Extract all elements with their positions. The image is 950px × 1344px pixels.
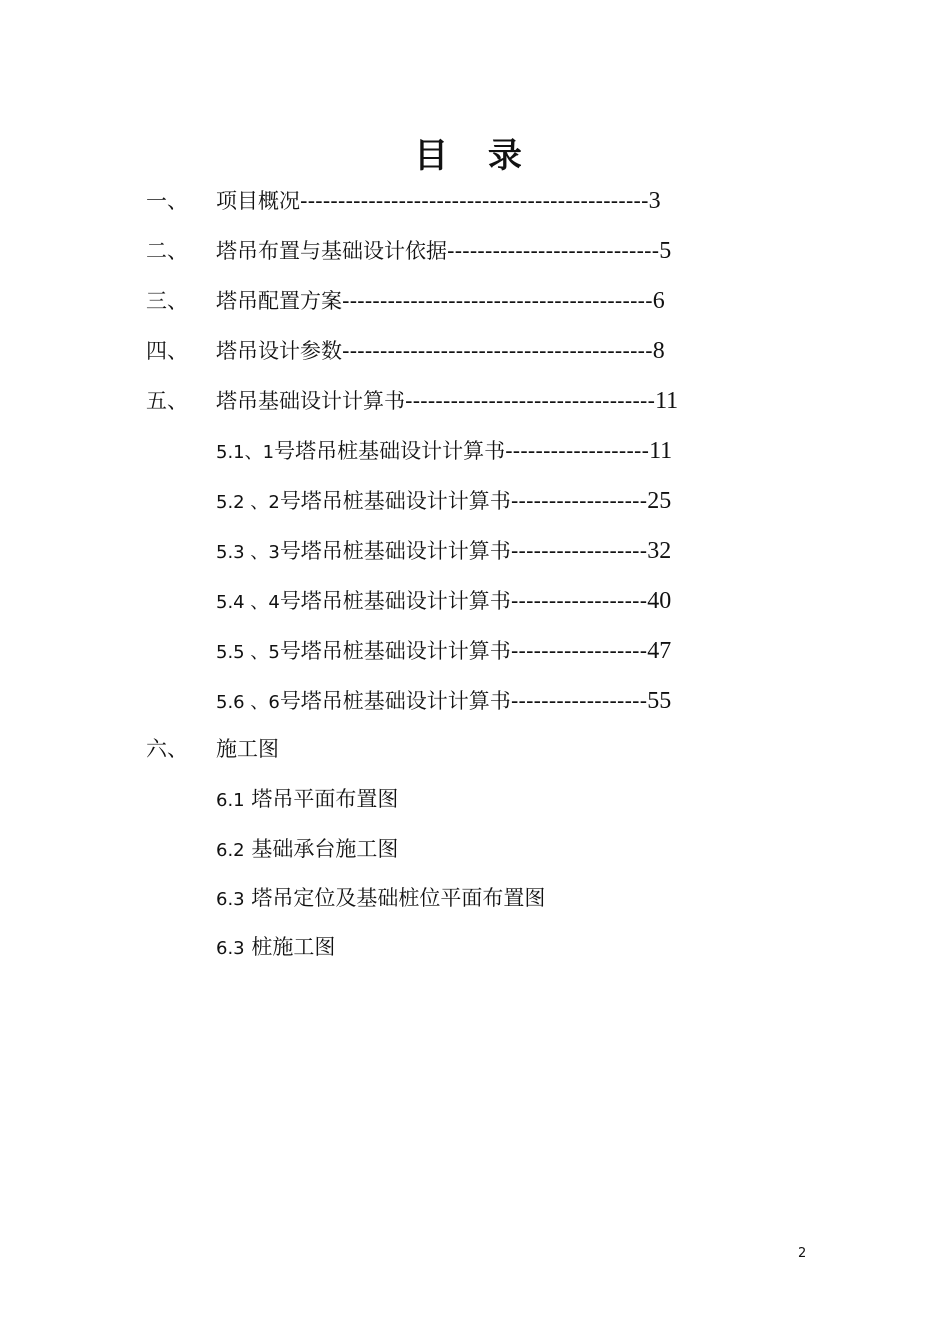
toc-subentry-label: 桩施工图	[251, 935, 336, 959]
toc-subentry-code: 5.2 、2	[216, 492, 280, 513]
toc-page-number: 5	[659, 238, 672, 264]
toc-entry-number: 四、	[146, 339, 188, 363]
toc-page-number: 25	[647, 488, 672, 514]
toc-entry-number: 一、	[146, 189, 188, 213]
toc-subentry-label: 号塔吊桩基础设计计算书	[279, 639, 511, 663]
toc-entry-label: 塔吊布置与基础设计依据	[216, 239, 447, 263]
toc-entry-number: 三、	[146, 289, 188, 313]
page-number: 2	[798, 1246, 807, 1261]
toc-leader: ----------------------------------------------	[300, 189, 649, 213]
toc-entry-number: 六、	[146, 737, 188, 761]
toc-page-number: 32	[647, 538, 672, 564]
toc-subentry-label: 塔吊平面布置图	[251, 787, 399, 811]
toc-page-number: 8	[652, 338, 665, 364]
toc-subentry-label: 基础承台施工图	[251, 837, 399, 861]
toc-subentry-label: 号塔吊桩基础设计计算书	[279, 489, 511, 513]
toc-entry-number: 五、	[146, 389, 188, 413]
toc-subentry-code: 5.6 、6	[216, 692, 280, 713]
toc-page-number: 11	[649, 438, 673, 464]
toc-leader: -------------------	[505, 439, 650, 463]
toc-subentry-label: 号塔吊桩基础设计计算书	[279, 689, 511, 713]
toc-leader: -----------------------------------------	[342, 339, 653, 363]
toc-subentry-label: 号塔吊桩基础设计计算书	[279, 539, 511, 563]
toc-subentry-code: 5.3 、3	[216, 542, 280, 563]
toc-page-number: 55	[647, 688, 672, 714]
toc-subentry-code: 6.3	[216, 938, 245, 959]
toc-subentry-code: 5.5 、5	[216, 642, 280, 663]
toc-leader: ------------------	[510, 489, 648, 513]
toc-subentry-code: 5.4 、4	[216, 592, 280, 613]
toc-subentry-code: 6.1	[216, 790, 245, 811]
toc-leader: ------------------	[510, 589, 648, 613]
toc-page-number: 40	[647, 588, 672, 614]
toc-entry-label: 塔吊配置方案	[216, 289, 342, 313]
toc-leader: ---------------------------------	[405, 389, 656, 413]
toc-entry-label: 项目概况	[216, 189, 300, 213]
toc-subentry-label: 塔吊定位及基础桩位平面布置图	[251, 886, 546, 910]
toc-page-number: 3	[648, 188, 661, 214]
toc-leader: -----------------------------------------	[342, 289, 653, 313]
toc-leader: ------------------	[510, 539, 648, 563]
toc-page-number: 6	[652, 288, 665, 314]
toc-title: 目 录	[414, 136, 536, 176]
toc-entry-number: 二、	[146, 239, 188, 263]
toc-leader: ------------------	[510, 639, 648, 663]
toc-leader: ----------------------------	[447, 239, 660, 263]
toc-page-number: 47	[647, 638, 672, 664]
toc-subentry-code: 5.1、1	[216, 442, 275, 463]
toc-subentry-label: 号塔吊桩基础设计计算书	[274, 439, 506, 463]
toc-subentry-label: 号塔吊桩基础设计计算书	[279, 589, 511, 613]
toc-subentry-code: 6.2	[216, 840, 245, 861]
toc-entry-label: 塔吊基础设计计算书	[216, 389, 405, 413]
toc-entry-label: 施工图	[216, 737, 279, 761]
toc-entry-label: 塔吊设计参数	[216, 339, 342, 363]
toc-subentry-code: 6.3	[216, 889, 245, 910]
toc-leader: ------------------	[510, 689, 648, 713]
toc-page-number: 11	[655, 388, 679, 414]
